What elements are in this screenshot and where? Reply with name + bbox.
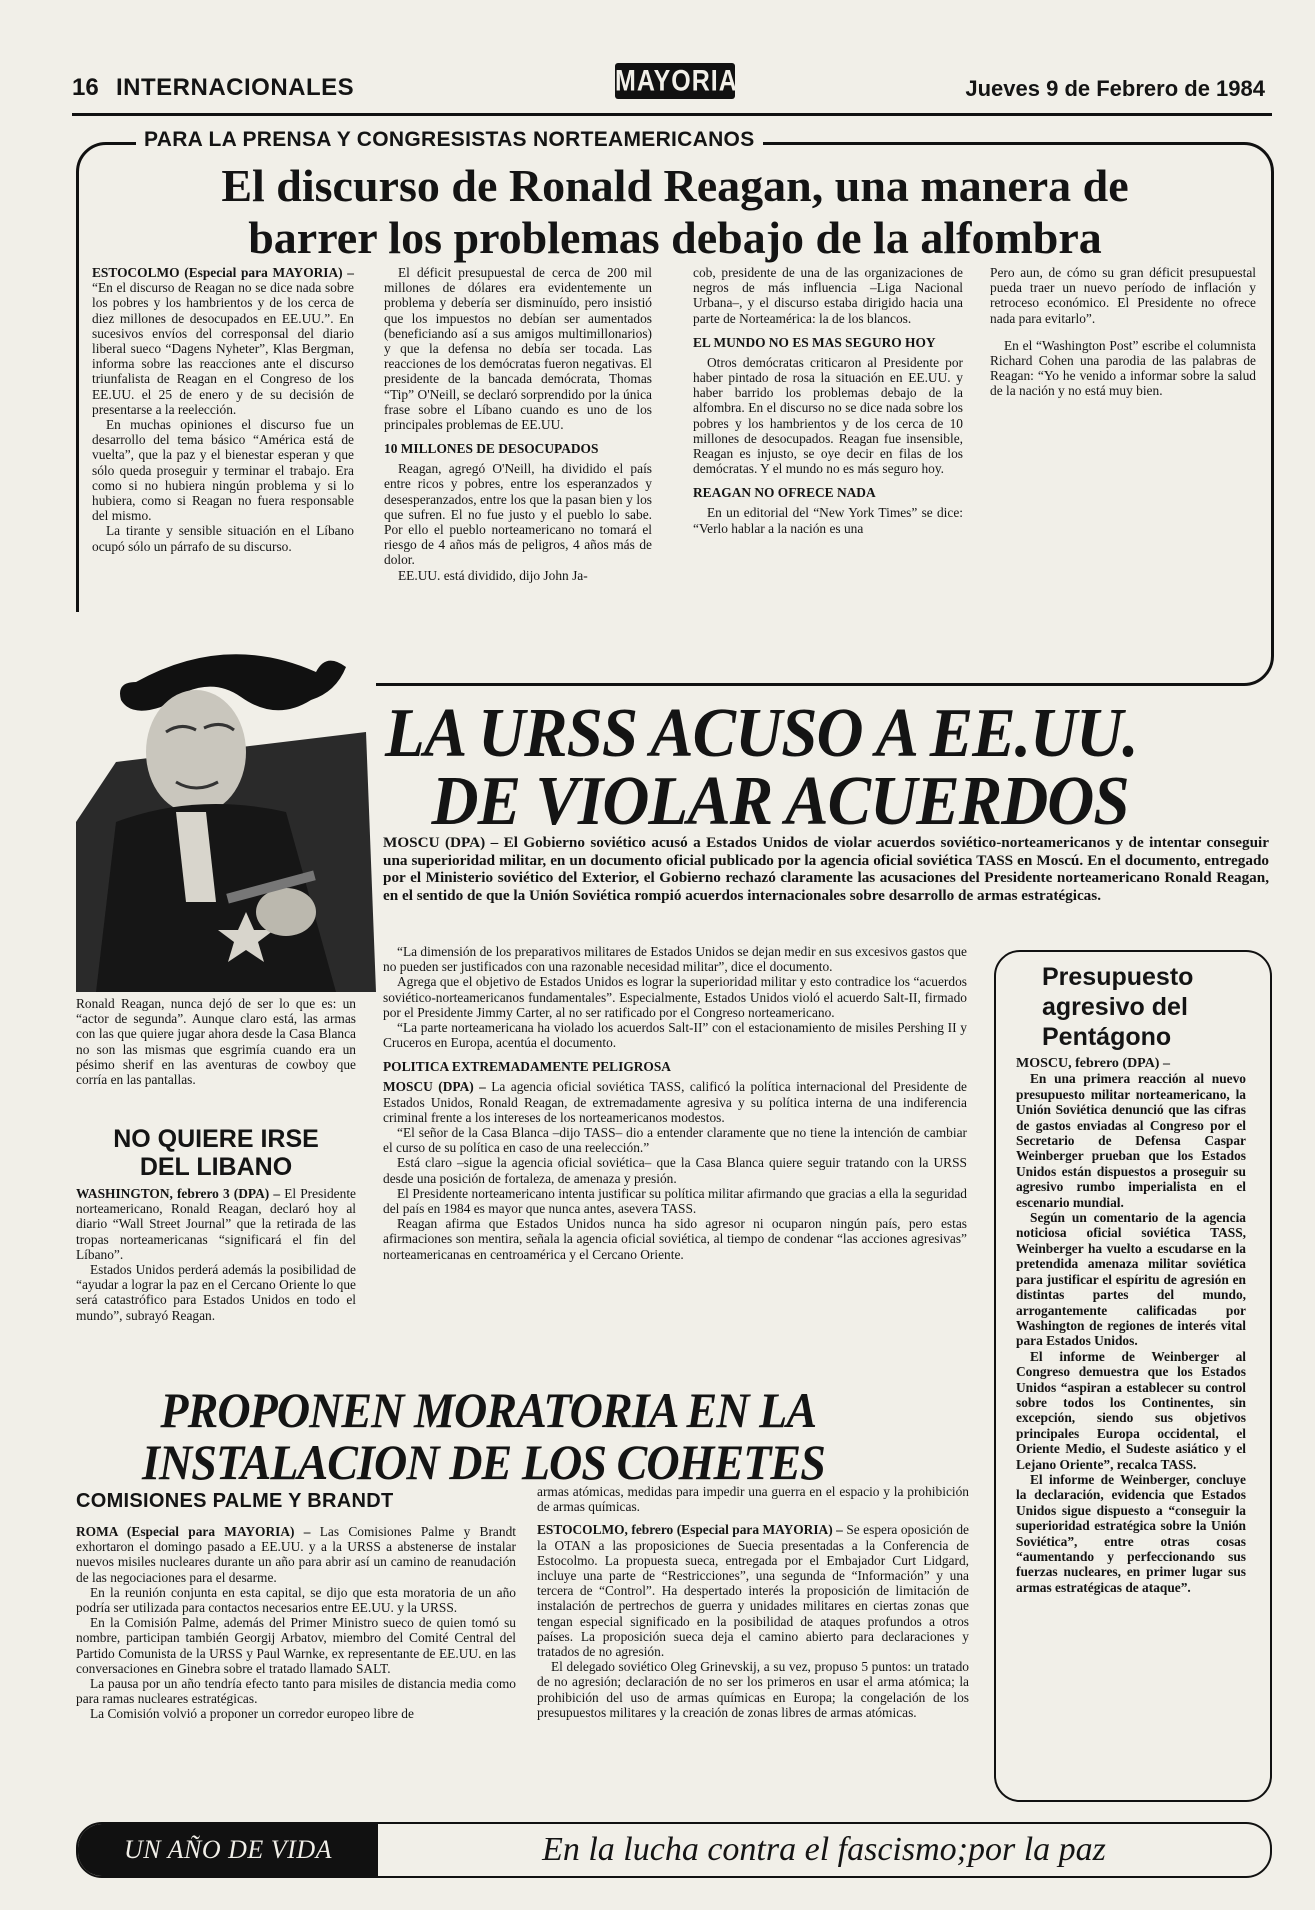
article5-col1-p1: Las Comisiones Palme y Brandt exhortaron el domingo pasado a EE.UU. y a la URSS a abstenerse de instalar nuevos misiles nucleares durante un año para abrir así un camino de reanudación de las negociaciones para el desarme. [76,1524,516,1585]
article5-title [142,1384,825,1488]
article1-col1-p1: “En el discurso de Reagan no se dice nada sobre los pobres y los hambrientos y de los cerca de diez millones de desocupados en EE.UU.”. En sucesivos envíos del corresponsal del diario liberal sueco “Dagens Nyheter”, Klas Bergman, informa sobre las reacciones ante el discurso triunfalista de Reagan en el Congreso de los EE.UU. el 25 de enero y de su decisión de presentarse a la reelección. [92,280,354,417]
issue-date: Jueves 9 de Febrero de 1984 [965,76,1265,101]
article5-title-line2: INSTALACION DE LOS COHETES [142,1434,825,1490]
article2-p2: Agrega que el objetivo de Estados Unidos es lograr la superioridad militar y esto contradice los “acuerdos soviético-norteamericanos fundamentales”. Especialmente, Estados Unidos violó el acuerdo Salt-II, firmado por el Presidente Jimmy Carter, al no ser ratificado por el Congreso norteamericano. [383,974,967,1020]
article1-col2 [384,265,652,583]
article5-col1 [76,1524,516,1722]
article4-body [1016,1056,1246,1595]
article4-p4: El informe de Weinberger, concluye la declaración, evidencia que Estados Unidos sigue dispuesto a “conseguir la superioridad estratégica sobre la Unión Soviética”, entre otras cosas “aumentando y perfeccionando sus fuerzas nucleares, en primer lugar sus armas estratégicas de ataque”. [1016,1471,1246,1595]
header-rule [72,113,1272,116]
article2-p4: La agencia oficial soviética TASS, calificó la política internacional del Presidente de Estados Unidos, Ronald Reagan, de extremadamente agresiva y su política interna de una indiferencia criminal frente a los intereses de los norteamericanos modestos. [383,1079,967,1125]
article1-title-line2: barrer los problemas debajo de la alfombra [248,212,1102,263]
article2-lead-text: MOSCU (DPA) – El Gobierno soviético acusó a Estados Unidos de violar acuerdos soviético-norteamericanos y de intentar conseguir una superioridad militar, en un documento oficial publicado por la agencia oficial soviética TASS en Moscú. En el documento, entregado por el Ministerio soviético del Exterior, el Gobierno rechazó claramente las acusaciones del Presidente norteamericano Ronald Reagan, en el sentido de que la Unión Soviética rompió acuerdos internacionales sobre desarrollo de armas estratégicas. [383,834,1269,904]
article4-p2: Según un comentario de la agencia noticiosa oficial soviética TASS, Weinberger ha vuelto a escudarse en la pretendida amenaza militar soviética para justificar el espíritu de agresión en distintas partes del mundo, arrogantemente calificadas por Washington de regiones de interés vital para Estados Unidos. [1016,1210,1246,1349]
article5-col1-p2: En la reunión conjunta en esta capital, se dijo que esta moratoria de un año podría ser utilizada para contactos necesarios entre EE.UU. y la URSS. [76,1584,516,1616]
section-title: INTERNACIONALES [116,74,355,101]
article2-p1: “La dimensión de los preparativos militares de Estados Unidos se dejan medir en sus excesivos gastos que no pueden ser justificados con una razonable necesidad militar”, dice el documento. [383,944,967,975]
article3-p1: El Presidente norteamericano, Ronald Reagan, declaró hoy al diario “Wall Street Journal” que la retirada de las tropas norteamericanas “significará el fin del Líbano”. [76,1186,356,1262]
article1-dateline: ESTOCOLMO (Especial para MAYORIA) – [92,265,354,280]
article2-title [385,695,1138,840]
article5-col2-p1: armas atómicas, medidas para impedir una guerra en el espacio y la prohibición de armas químicas. [537,1484,969,1515]
article1-col4-p2: En el “Washington Post” escribe el columnista Richard Cohen una parodia de las palabras de Reagan: “Yo he venido a informar sobre la salud de la nación y no está muy bien. [990,337,1256,399]
article1-kicker: PARA LA PRENSA Y CONGRESISTAS NORTEAMERICANOS [136,128,763,152]
article1-col2-p3: EE.UU. está dividido, dijo John Ja- [398,567,588,583]
reagan-cowboy-photo [76,612,376,992]
article5-col1-p4: La pausa por un año tendría efecto tanto para misiles de distancia media como para ramas nucleares estratégicas. [76,1676,516,1707]
article2-subhead: POLITICA EXTREMADAMENTE PELIGROSA [383,1059,671,1075]
article1-col4 [990,265,1256,399]
article2-p6: Está claro –sigue la agencia oficial soviética– que la Casa Blanca quiere seguir tratando con la URSS desde una posición de fortaleza, de amenaza y presión. [383,1155,967,1186]
article5-col2 [537,1484,969,1720]
article3-dateline: WASHINGTON, febrero 3 (DPA) – [76,1186,281,1201]
article1-col2-p1: El déficit presupuestal de cerca de 200 mil millones de dólares era evidentemente un problema y debería ser disminuído, pero insistió que los impuestos no debían ser aumentados (beneficiando así a sus amigos multimillonarios) y que la defensa no debía ser tocada. Las reacciones de los demócratas fueron negativas. El presidente de la bancada demócrata, Thomas “Tip” O'Neill, se declaró sorprendido por la única frase sobre el Líbano cuando es uno de los principales problemas de EE.UU. [384,265,652,433]
article5-col2-p2: Se espera oposición de la OTAN a las proposiciones de Suecia presentadas a la Conferencia de Estocolmo. La propuesta sueca, entregada por el Embajador Curt Lidgard, incluye una parte de “Restricciones”, una segunda de “Información” y una tercera de “Control”. Ha despertado interés la proposición de limitación de instalación de pertrechos de guerra y unidades militares en ciertas zonas que tengan especial significado en la posibilidad de ataques profundos a otros países. La proposición sueca deja el camino abierto para declaraciones y tratados de no agresión. [537,1522,969,1660]
article4-p3: El informe de Weinberger al Congreso demuestra que los Estados Unidos “aspiran a establecer su control sobre todos los Continentes, sin excepción, siendo sus objetivos principales Europa occidental, el Oriente Medio, el Sudeste asiático y el Lejano Oriente”, recalca TASS. [1016,1348,1246,1472]
article1-col3-subhead2: REAGAN NO OFRECE NADA [693,485,876,501]
masthead-logo-text: MAYORIA [615,64,738,98]
article3-title-line2: DEL LIBANO [139,1153,293,1181]
article3-body [76,1186,356,1323]
article1-col2-p2: Reagan, agregó O'Neill, ha dividido el país entre ricos y pobres, entre los esperanzados y desesperanzados, entre los que la pasan bien y los que sufren. El no fue justo y el pueblo lo sabe. Por ello el pueblo norteamericano no tomará el riesgo de 4 años más de peligros, 4 años más de dolor. [384,461,652,568]
article4-dateline: MOSCU, febrero (DPA) – [1016,1056,1170,1071]
article3-title [76,1125,356,1181]
page-number: 16 [72,74,99,101]
article1-col3 [693,265,963,536]
footer-banner [76,1822,1272,1878]
article2-body [383,944,967,1262]
article1-col2-subhead: 10 MILLONES DE DESOCUPADOS [384,441,599,457]
article1-col3-p2: Otros demócratas criticaron al Presidente por haber pintado de rosa la situación en EE.UU. y haber barrido los problemas debajo de la alfombra. En el discurso no se dice nada sobre los pobres y los hambrientos y de los cerca de 10 millones de desocupados. Reagan fue insensible, Reagan es injusto, se oye decir en filas de los demócratas. Y el mundo no es más seguro hoy. [693,354,963,477]
article1-title-line1: El discurso de Ronald Reagan, una manera de [221,160,1129,211]
article2-p7: El Presidente norteamericano intenta justificar su política militar afirmando que gracias a ella la seguridad del país en 1984 es mayor que nunca antes, asevera TASS. [383,1185,967,1217]
article1-col4-p0: Pero aun, de cómo su gran déficit presupuestal pueda traer un nuevo período de inflación y retroceso económico. El Presidente no ofrece nada para evitarlo”. [990,265,1256,326]
article4-p1: En una primera reacción al nuevo presupuesto militar norteamericano, la Unión Soviética denunció que las cifras de gastos enviadas al Congreso por el Secretario de Defensa Caspar Weinberger prueban que los Estados Unidos están dispuestos a proseguir su agresivo rumbo imperialista en el escenario mundial. [1016,1071,1246,1210]
article5-title-line1: PROPONEN MORATORIA EN LA [160,1382,817,1438]
photo-caption-text: Ronald Reagan, nunca dejó de ser lo que es: un “actor de segunda”. Aunque claro está, las armas con las que quiere jugar ahora desde la Casa Blanca no son las mismas que esgrimía cuando era un pésimo sherif en las aventuras de cowboy que corría en las pantallas. [76,996,356,1088]
article2-dateline2: MOSCU (DPA) – [383,1079,486,1095]
article1-title [90,160,1260,264]
photo-caption [76,996,356,1087]
article5-col1-p5: La Comisión volvió a proponer un corredor europeo libre de [90,1706,414,1722]
article1-col3-subhead1: EL MUNDO NO ES MAS SEGURO HOY [693,334,936,350]
article2-title-line1: LA URSS ACUSO A EE.UU. [385,695,1138,772]
article4-title-line1: Presupuesto [1042,963,1194,991]
article5-dateline1: ROMA (Especial para MAYORIA) – [76,1524,311,1539]
article4-title-line2: agresivo del [1042,993,1188,1021]
article1-col3-p3: En un editorial del “New York Times” se dice: “Verlo hablar a la nación es una [693,505,963,536]
article1-col1 [92,265,354,554]
article2-p3: “La parte norteamericana ha violado los acuerdos Salt-II” con el estacionamiento de misiles Pershing II y Cruceros en Europa, acentúa el documento. [383,1020,967,1051]
article2-title-line2: DE VIOLAR ACUERDOS [431,763,1129,840]
article2-p5: “El señor de la Casa Blanca –dijo TASS– dio a entender claramente que no tiene la intención de cambiar el curso de su política en caso de una reelección.” [383,1125,967,1156]
article2-lead [383,834,1269,904]
article2-p8: Reagan afirma que Estados Unidos nunca ha sido agresor ni ocuparon ningún país, pero estas afirmaciones son mentira, señala la agencia oficial soviética, al tiempo de condenar “las acciones agresivas” norteamericanas en centroamérica y el Cercano Oriente. [383,1216,967,1262]
article1-col1-p2: En muchas opiniones el discurso fue un desarrollo del tema básico “América está de vuelta”, que la paz y el bienestar esperan y que sólo queda proseguir y terminar el trabajo. Era como si no hubiera ningún problema y si lo hubiera, como si Reagan no fuera responsable del mismo. [92,417,354,524]
footer-right-text: En la lucha contra el fascismo;por la paz [542,1831,1106,1868]
article1-col3-p1: cob, presidente de una de las organizaciones de negros de más influencia –Liga Nacional Urbana–, y el discurso estaba dirigido hacia una parte de Norteamérica: la de los blancos. [693,265,963,326]
footer-left-text: UN AÑO DE VIDA [123,1835,332,1864]
reagan-photo-image [76,612,376,992]
article5-dateline2: ESTOCOLMO, febrero (Especial para MAYORIA) – [537,1522,843,1538]
article3-title-line1: NO QUIERE IRSE [113,1125,319,1153]
article5-col1-p3: En la Comisión Palme, además del Primer Ministro sueco de quien tomó su nombre, participan también Georgij Arbatov, miembro del Comité Central del Partido Comunista de la URSS y Paul Warnke, ex representante de EE.UU. en las conversaciones en Ginebra sobre el tratado llamado SALT. [76,1615,516,1676]
article5-col2-p3: El delegado soviético Oleg Grinevskij, a su vez, propuso 5 puntos: un tratado de no agresión; declaración de no ser los primeros en usar el arma atómica; la prohibición del uso de armas químicas en Europa; la congelación de los presupuestos militares y la creación de zonas libres de armas atómicas. [537,1659,969,1720]
article1-col1-p3: La tirante y sensible situación en el Líbano ocupó sólo un párrafo de su discurso. [92,523,354,554]
article5-kicker: COMISIONES PALME Y BRANDT [76,1490,394,1512]
article4-title-line3: Pentágono [1042,1023,1172,1051]
article3-p2: Estados Unidos perderá además la posibilidad de “ayudar a lograr la paz en el Cercano Oriente lo que será catastrófico para Estados Unidos en todo el mundo”, subrayó Reagan. [76,1262,356,1323]
article4-title [1042,962,1193,1052]
